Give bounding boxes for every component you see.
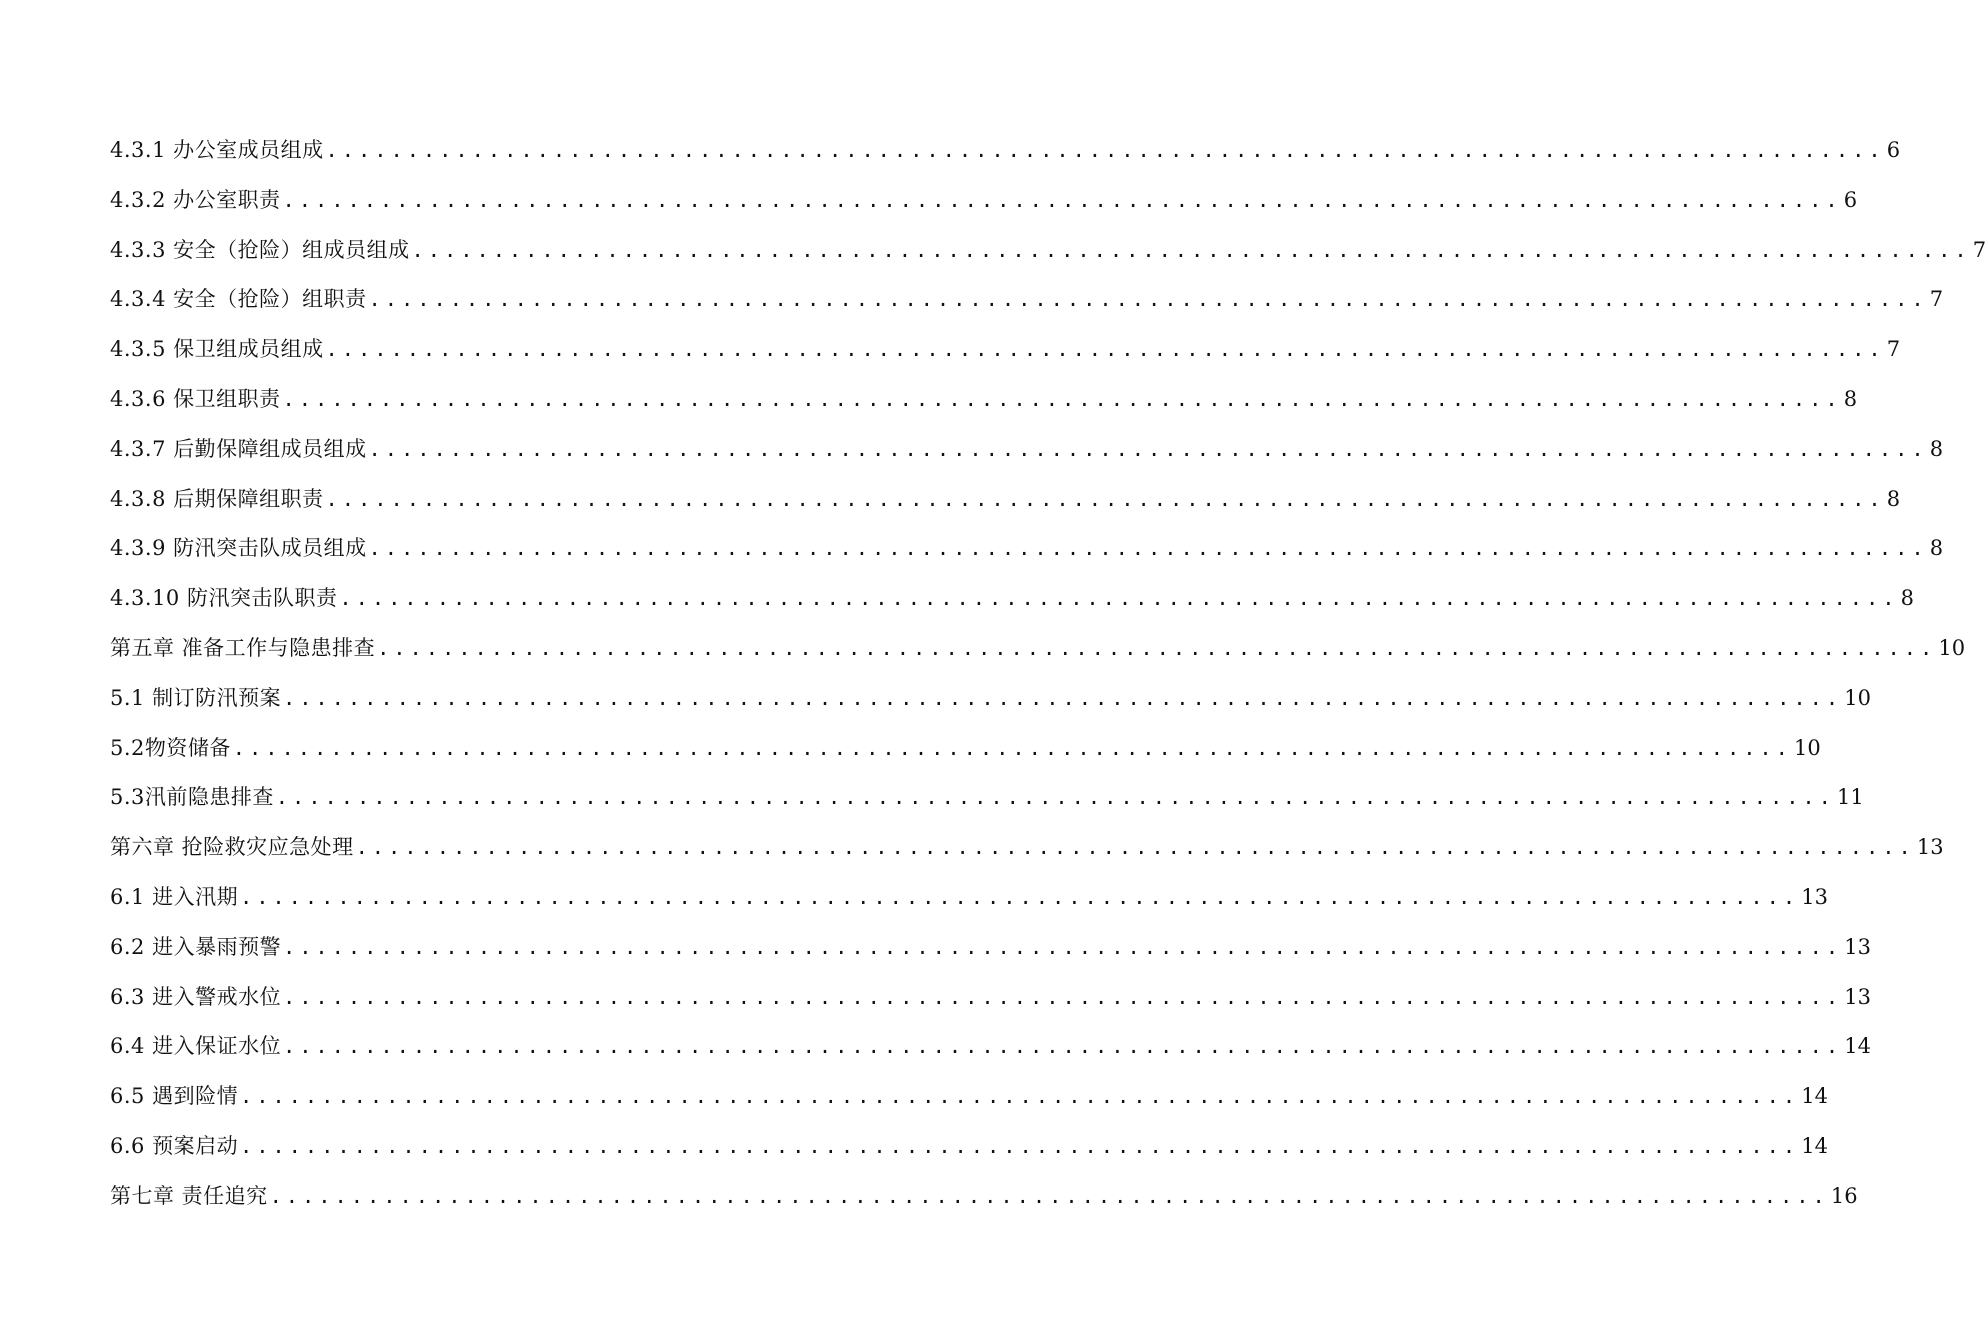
toc-entry[interactable] [110, 1072, 1828, 1122]
toc-entry[interactable] [110, 325, 1901, 375]
toc-entry[interactable] [110, 574, 1914, 624]
toc-dot-leader: ................................................................................................ [283, 1034, 1843, 1059]
toc-dot-leader: ................................................................................................ [283, 934, 1843, 959]
toc-entry[interactable] [110, 524, 1944, 574]
toc-entry[interactable] [110, 624, 1966, 674]
toc-entry[interactable] [110, 176, 1858, 226]
toc-page-number: 6 [1886, 138, 1901, 162]
toc-entry-label: 4.3.1 办公室成员组成 [110, 138, 324, 162]
toc-dot-leader: ................................................................................................ [377, 635, 1937, 660]
toc-entry[interactable] [110, 773, 1864, 823]
toc-page-number: 6 [1843, 187, 1858, 212]
toc-entry-label: 第六章 抢险救灾应急处理 [110, 835, 354, 860]
toc-entry-label: 6.1 进入汛期 [110, 884, 239, 909]
toc-page-number: 8 [1843, 386, 1858, 411]
toc-page-number: 7 [1972, 237, 1986, 262]
toc-dot-leader: ................................................................................................ [283, 685, 1843, 710]
toc-entry-label: 6.2 进入暴雨预警 [110, 934, 282, 959]
toc-entry[interactable] [110, 275, 1944, 325]
toc-page-number: 13 [1916, 835, 1944, 860]
toc-page-number: 10 [1938, 635, 1966, 660]
toc-entry[interactable] [110, 923, 1871, 973]
table-of-contents [110, 126, 1986, 1222]
toc-page-number: 14 [1801, 1084, 1828, 1109]
toc-dot-leader: ................................................................................................ [325, 337, 1885, 362]
toc-page-number: 16 [1830, 1183, 1858, 1208]
toc-entry-label: 4.3.4 安全（抢险）组职责 [110, 287, 367, 312]
toc-entry-label: 4.3.6 保卫组职责 [110, 386, 281, 411]
toc-entry-label: 6.6 预案启动 [110, 1133, 239, 1158]
toc-dot-leader: ................................................................................................ [355, 835, 1915, 860]
toc-entry-label: 6.3 进入警戒水位 [110, 984, 282, 1009]
toc-entry[interactable] [110, 973, 1871, 1023]
toc-entry-label: 4.3.5 保卫组成员组成 [110, 337, 324, 362]
toc-entry[interactable] [110, 1172, 1858, 1222]
toc-entry[interactable] [110, 226, 1986, 276]
toc-dot-leader: ................................................................................................ [283, 984, 1843, 1009]
toc-dot-leader: ................................................................................................ [282, 187, 1842, 212]
toc-entry-label: 5.2物资储备 [110, 735, 231, 760]
toc-entry-label: 6.4 进入保证水位 [110, 1034, 282, 1059]
toc-page-number: 13 [1801, 884, 1828, 909]
toc-entry[interactable] [110, 674, 1871, 724]
toc-dot-leader: ................................................................................................ [339, 586, 1899, 611]
toc-entry-label: 5.3汛前隐患排查 [110, 785, 274, 810]
toc-page-number: 7 [1886, 337, 1901, 362]
toc-page-number: 7 [1929, 287, 1944, 312]
toc-entry[interactable] [110, 1022, 1871, 1072]
toc-entry[interactable] [110, 475, 1901, 525]
toc-dot-leader: ................................................................................................ [282, 386, 1842, 411]
toc-page-number: 13 [1844, 934, 1871, 959]
toc-dot-leader: ................................................................................................ [325, 486, 1885, 511]
toc-entry-label: 4.3.8 后期保障组职责 [110, 486, 324, 511]
toc-page-number: 13 [1844, 984, 1871, 1009]
toc-page-number: 8 [1886, 486, 1901, 511]
toc-dot-leader: ................................................................................................ [411, 237, 1971, 262]
toc-entry-label: 6.5 遇到险情 [110, 1084, 239, 1109]
toc-entry[interactable] [110, 425, 1944, 475]
toc-page-number: 8 [1900, 586, 1914, 611]
toc-dot-leader: ................................................................................................ [269, 1183, 1829, 1208]
toc-entry-label: 4.3.3 安全（抢险）组成员组成 [110, 237, 410, 262]
toc-page-number: 10 [1794, 735, 1821, 760]
toc-entry-label: 第五章 准备工作与隐患排查 [110, 635, 376, 660]
toc-dot-leader: ................................................................................................ [240, 884, 1800, 909]
toc-page-number: 14 [1844, 1034, 1871, 1059]
toc-dot-leader: ................................................................................................ [368, 536, 1928, 561]
toc-entry-label: 第七章 责任追究 [110, 1183, 268, 1208]
toc-entry[interactable] [110, 375, 1858, 425]
toc-page-number: 11 [1837, 785, 1864, 810]
toc-entry-label: 4.3.10 防汛突击队职责 [110, 586, 338, 611]
toc-dot-leader: ................................................................................................ [325, 138, 1885, 162]
toc-page-number: 8 [1929, 436, 1944, 461]
toc-entry-label: 4.3.7 后勤保障组成员组成 [110, 436, 367, 461]
toc-entry[interactable] [110, 126, 1901, 176]
toc-page-number: 8 [1929, 536, 1944, 561]
toc-page-number: 14 [1801, 1133, 1828, 1158]
toc-entry[interactable] [110, 823, 1944, 873]
toc-dot-leader: ................................................................................................ [232, 735, 1793, 760]
toc-entry[interactable] [110, 873, 1828, 923]
toc-entry-label: 5.1 制订防汛预案 [110, 685, 282, 710]
toc-entry-label: 4.3.2 办公室职责 [110, 187, 281, 212]
toc-dot-leader: ................................................................................................ [275, 785, 1836, 810]
toc-dot-leader: ................................................................................................ [368, 287, 1928, 312]
toc-page-number: 10 [1844, 685, 1871, 710]
toc-entry-label: 4.3.9 防汛突击队成员组成 [110, 536, 367, 561]
toc-entry[interactable] [110, 724, 1821, 774]
toc-dot-leader: ................................................................................................ [368, 436, 1928, 461]
toc-dot-leader: ................................................................................................ [240, 1084, 1800, 1109]
toc-entry[interactable] [110, 1122, 1828, 1172]
toc-dot-leader: ................................................................................................ [240, 1133, 1800, 1158]
